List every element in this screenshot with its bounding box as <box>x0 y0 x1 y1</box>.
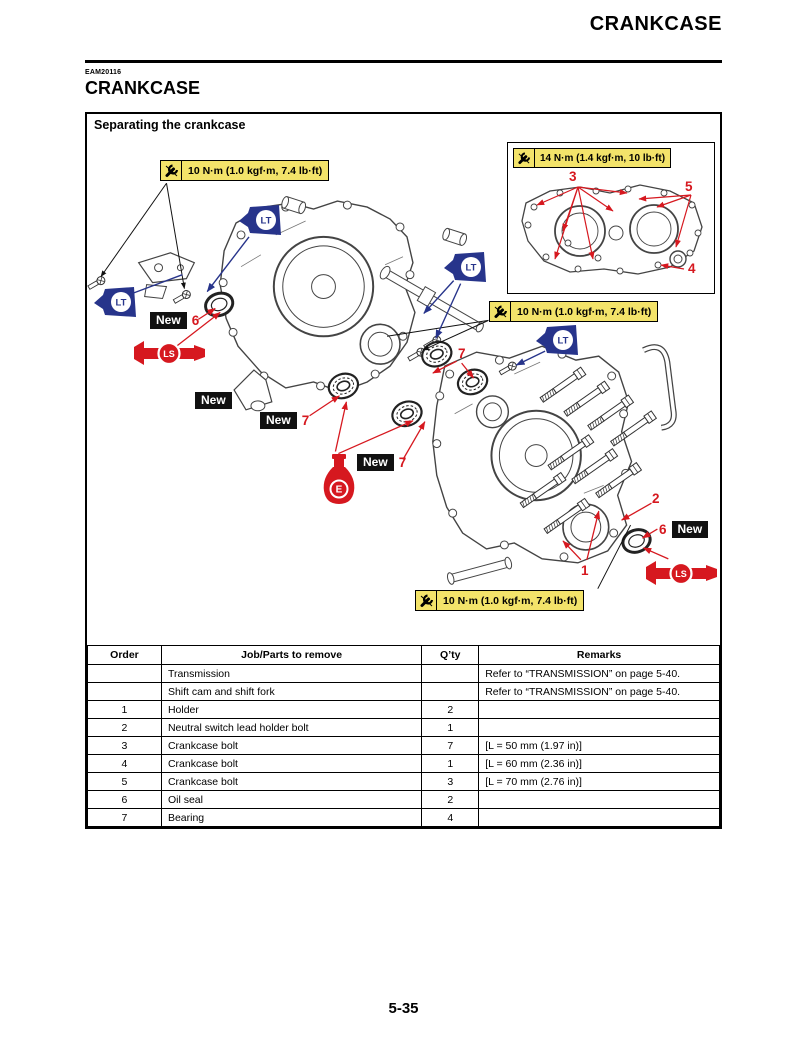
table-row <box>88 719 720 737</box>
job-cell: Crankcase bolt <box>161 755 421 773</box>
page-title: CRANKCASE <box>85 78 201 98</box>
job-cell: Transmission <box>161 665 421 683</box>
loctite-icon <box>442 251 488 290</box>
qty-cell: 2 <box>422 791 479 809</box>
order-cell: 4 <box>88 755 162 773</box>
svg-text:LT: LT <box>557 335 569 347</box>
order-cell: 6 <box>88 791 162 809</box>
remarks-cell: [L = 50 mm (1.97 in)] <box>479 737 720 755</box>
svg-text:LS: LS <box>675 569 687 579</box>
qty-cell: 1 <box>422 755 479 773</box>
running-header: CRANKCASE <box>589 13 722 35</box>
inset-detail-box <box>507 142 715 294</box>
figure-title: Separating the crankcase <box>94 118 246 132</box>
table-row <box>88 737 720 755</box>
table-row <box>88 791 720 809</box>
col-header-remarks: Remarks <box>479 646 720 665</box>
callout-number: 7 <box>301 412 310 428</box>
new-part-label <box>659 521 708 538</box>
callout-number: 4 <box>688 261 696 276</box>
svg-text:LT: LT <box>465 262 477 274</box>
job-cell: Bearing <box>161 809 421 827</box>
callout-number: 7 <box>398 454 407 470</box>
remarks-cell <box>479 791 720 809</box>
qty-cell <box>422 683 479 701</box>
section-code: EAM20116 <box>85 69 122 76</box>
loctite-icon <box>237 204 283 243</box>
wrench-icon <box>416 591 437 610</box>
job-cell: Neutral switch lead holder bolt <box>161 719 421 737</box>
qty-cell: 2 <box>422 701 479 719</box>
new-badge: New <box>195 392 232 409</box>
remarks-cell: [L = 60 mm (2.36 in)] <box>479 755 720 773</box>
remarks-cell <box>479 719 720 737</box>
qty-cell: 1 <box>422 719 479 737</box>
col-header-order: Order <box>88 646 162 665</box>
grease-icon <box>132 339 206 374</box>
torque-spec-label <box>160 160 329 181</box>
new-part-label <box>357 454 406 471</box>
left-crankcase-half <box>139 196 487 411</box>
remarks-cell: Refer to “TRANSMISSION” on page 5-40. <box>479 683 720 701</box>
new-part-label <box>260 412 309 429</box>
figure-box <box>85 112 722 829</box>
callout-number: 5 <box>685 179 693 194</box>
loctite-icon <box>92 286 138 325</box>
svg-text:LS: LS <box>163 349 175 359</box>
table-row <box>88 683 720 701</box>
job-cell: Crankcase bolt <box>161 737 421 755</box>
wrench-icon <box>514 149 535 167</box>
qty-cell: 4 <box>422 809 479 827</box>
new-badge: New <box>150 312 187 329</box>
wrench-icon <box>490 302 511 321</box>
remarks-cell <box>479 809 720 827</box>
remarks-cell <box>479 701 720 719</box>
callout-number: 7 <box>458 346 466 361</box>
new-badge: New <box>357 454 394 471</box>
remarks-cell: [L = 70 mm (2.76 in)] <box>479 773 720 791</box>
callout-number: 6 <box>659 521 667 537</box>
torque-spec-text: 10 N·m (1.0 kgf·m, 7.4 lb·ft) <box>188 164 323 177</box>
remarks-cell: Refer to “TRANSMISSION” on page 5-40. <box>479 665 720 683</box>
engine-oil-icon <box>319 454 359 511</box>
job-cell: Oil seal <box>161 791 421 809</box>
callout-number: 1 <box>581 563 589 578</box>
wrench-icon <box>161 161 182 180</box>
order-cell: 3 <box>88 737 162 755</box>
parts-table <box>87 645 720 827</box>
qty-cell: 7 <box>422 737 479 755</box>
callout-number: 3 <box>569 169 577 184</box>
order-cell <box>88 665 162 683</box>
job-cell: Holder <box>161 701 421 719</box>
exploded-diagram <box>87 114 720 645</box>
torque-spec-label <box>415 590 584 611</box>
order-cell: 5 <box>88 773 162 791</box>
torque-spec-label <box>489 301 658 322</box>
svg-text:LT: LT <box>115 297 127 309</box>
header-rule <box>85 60 722 63</box>
order-cell <box>88 683 162 701</box>
order-cell: 7 <box>88 809 162 827</box>
table-row <box>88 809 720 827</box>
table-row <box>88 755 720 773</box>
callout-number: 6 <box>191 312 200 328</box>
page-number: 5-35 <box>388 1000 419 1017</box>
new-badge: New <box>260 412 297 429</box>
table-header-row <box>88 646 720 665</box>
job-cell: Crankcase bolt <box>161 773 421 791</box>
order-cell: 1 <box>88 701 162 719</box>
table-row <box>88 665 720 683</box>
table-row <box>88 701 720 719</box>
new-badge: New <box>672 521 709 538</box>
svg-text:E: E <box>335 484 343 496</box>
job-cell: Shift cam and shift fork <box>161 683 421 701</box>
torque-spec-label <box>513 148 671 168</box>
qty-cell <box>422 665 479 683</box>
table-row <box>88 773 720 791</box>
svg-text:LT: LT <box>260 215 272 227</box>
grease-icon <box>644 559 718 594</box>
new-part-label <box>195 392 232 409</box>
qty-cell: 3 <box>422 773 479 791</box>
torque-spec-text: 10 N·m (1.0 kgf·m, 7.4 lb·ft) <box>443 594 578 607</box>
col-header-qty: Q’ty <box>422 646 479 665</box>
new-part-label <box>150 312 199 329</box>
order-cell: 2 <box>88 719 162 737</box>
torque-spec-text: 14 N·m (1.4 kgf·m, 10 lb·ft) <box>540 152 666 164</box>
col-header-job: Job/Parts to remove <box>161 646 421 665</box>
callout-number: 2 <box>652 491 660 506</box>
torque-spec-text: 10 N·m (1.0 kgf·m, 7.4 lb·ft) <box>517 305 652 318</box>
loctite-icon <box>534 324 580 363</box>
